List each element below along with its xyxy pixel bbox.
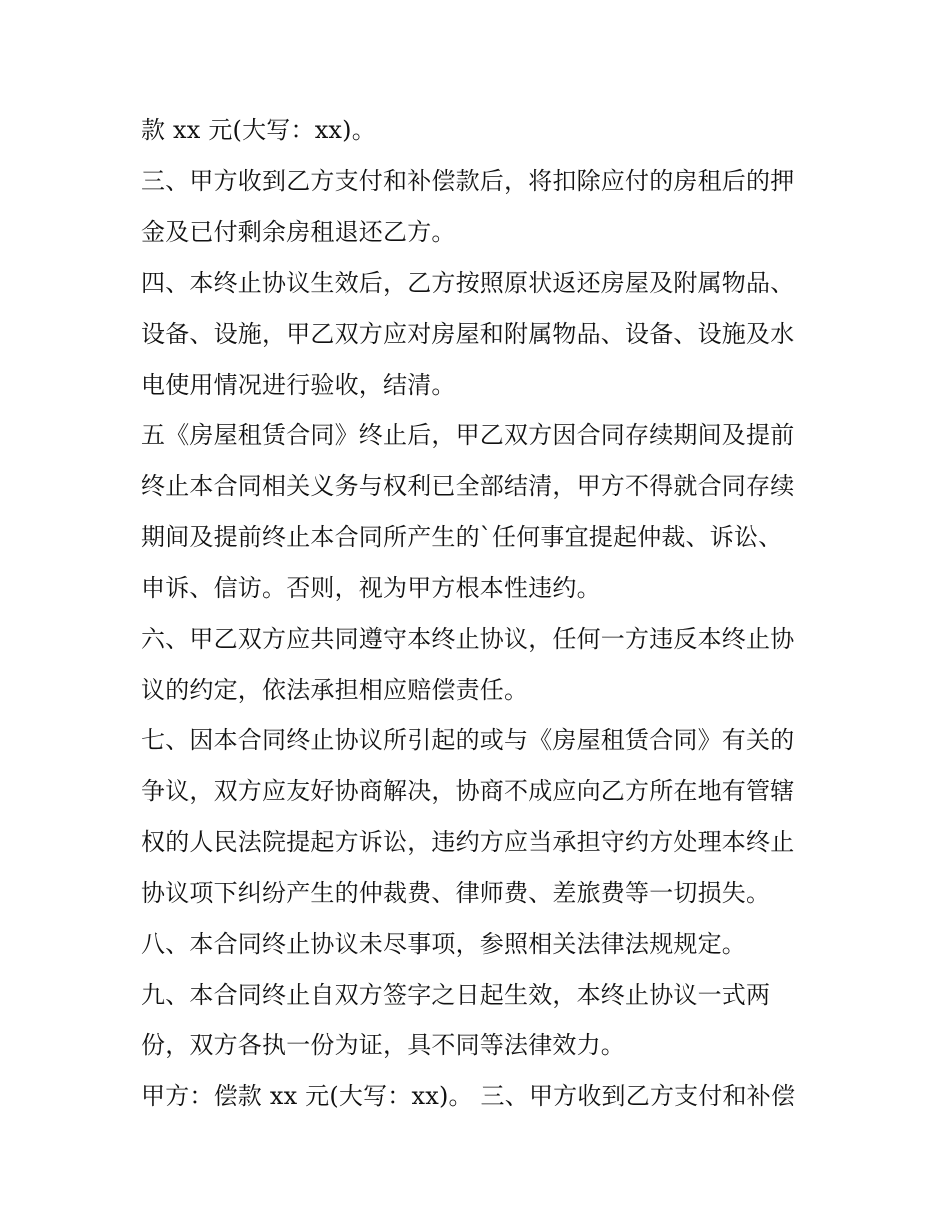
paragraph-line: 三、甲方收到乙方支付和补偿款后，将扣除应付的房租后的押 xyxy=(141,167,795,195)
paragraph-line: 款 xx 元(大写：xx)。 xyxy=(141,116,376,144)
paragraph-line: 份，双方各执一份为证，具不同等法律效力。 xyxy=(141,1031,625,1059)
signature-line: 甲方：偿款 xx 元(大写：xx)。 三、甲方收到乙方支付和补偿 xyxy=(141,1082,796,1110)
paragraph-line: 议的约定，依法承担相应赔偿责任。 xyxy=(141,676,529,704)
paragraph-line: 六、甲乙双方应共同遵守本终止协议，任何一方违反本终止协 xyxy=(141,625,795,653)
paragraph-line: 电使用情况进行验收，结清。 xyxy=(141,371,456,399)
paragraph-line: 九、本合同终止自双方签字之日起生效，本终止协议一式两 xyxy=(141,981,771,1009)
paragraph-line: 申诉、信访。否则，视为甲方根本性违约。 xyxy=(141,574,601,602)
paragraph-line: 期间及提前终止本合同所产生的`任何事宜提起仲裁、诉讼、 xyxy=(141,523,783,551)
paragraph-line: 协议项下纠纷产生的仲裁费、律师费、差旅费等一切损失。 xyxy=(141,879,771,907)
paragraph-line: 权的人民法院提起方诉讼，违约方应当承担守约方处理本终止 xyxy=(141,828,795,856)
paragraph-line: 七、因本合同终止协议所引起的或与《房屋租赁合同》有关的 xyxy=(141,726,795,754)
paragraph-line: 设备、设施，甲乙双方应对房屋和附属物品、设备、设施及水 xyxy=(141,320,795,348)
paragraph-line: 争议，双方应友好协商解决，协商不成应向乙方所在地有管辖 xyxy=(141,777,795,805)
paragraph-line: 五《房屋租赁合同》终止后，甲乙双方因合同存续期间及提前 xyxy=(141,421,795,449)
paragraph-line: 终止本合同相关义务与权利已全部结清，甲方不得就合同存续 xyxy=(141,472,795,500)
paragraph-line: 四、本终止协议生效后，乙方按照原状返还房屋及附属物品、 xyxy=(141,269,795,297)
paragraph-line: 金及已付剩余房租退还乙方。 xyxy=(141,218,456,246)
paragraph-line: 八、本合同终止协议未尽事项，参照相关法律法规规定。 xyxy=(141,930,746,958)
